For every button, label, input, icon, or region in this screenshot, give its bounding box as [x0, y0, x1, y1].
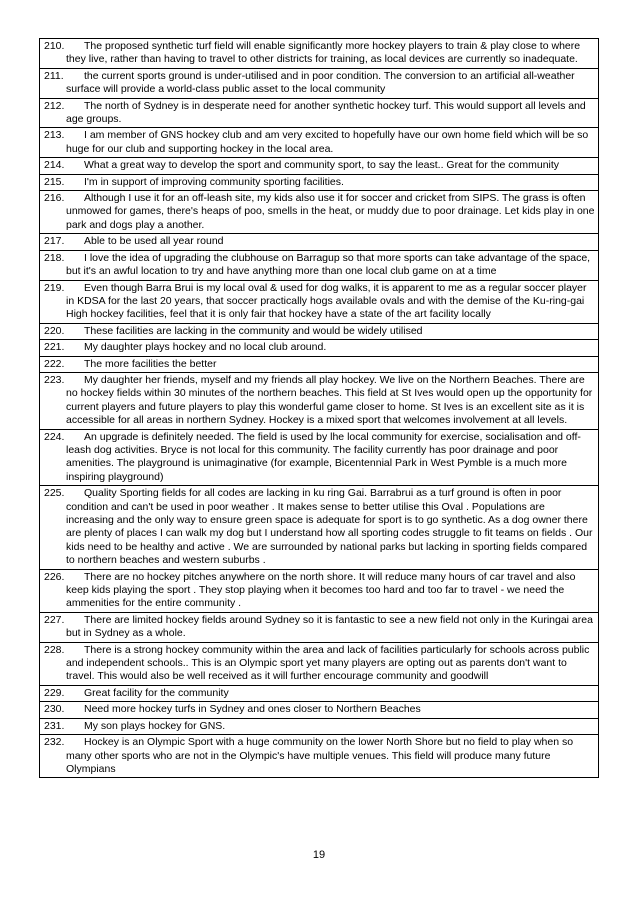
entry-cell: [40, 642, 599, 685]
entry-number: 229.: [44, 686, 65, 699]
entry-text: Hockey is an Olympic Sport with a huge community on the lower North Shore but no field to play when so many other sports who are not in the Olympic's have multiple venues. This field will produce many future Olympians: [66, 736, 574, 775]
entry-cell: [40, 372, 599, 429]
entry-cell: [40, 612, 599, 642]
entry-text: An upgrade is definitely needed. The field is used by lhe local community for exercise, socialisation and off-leash dog activities. Bryce is not local for this community. The facility currently has poor drainage and poor amenities. The playground is unimaginative (for example, Bicentennial Park in West Pymble is a much more inspiring playground): [66, 430, 581, 483]
entry-text: The north of Sydney is in desperate need for another synthetic hockey turf. This would support all levels and age groups.: [66, 99, 586, 126]
entry-cell: [40, 702, 599, 718]
entry-text: Quality Sporting fields for all codes are lacking in ku ring Gai. Barrabrui as a turf ground is often in poor condition and can't be used in poor weather . It makes sense to better utilise this Oval . Populations are increasing and the only way to ensure green space is adequate for sport is to go synthetic. As a dog owner there are plenty of places I can walk my dog but I understand how all sporting codes struggle to fit teams on fields . Our kids need to be healthy and active . We are surrounded by national parks but lacking in sporting fields compared to northern beaches and western suburbs .: [66, 487, 593, 567]
entry-cell: [40, 234, 599, 250]
table-row: [40, 718, 599, 734]
entry: [44, 571, 595, 611]
entry-number: 223.: [44, 373, 65, 386]
entry: [44, 129, 595, 156]
entry-text: the current sports ground is under-utilised and in poor condition. The conversion to an artificial all-weather surface will provide a world-class public asset to the local community: [66, 69, 575, 96]
table-row: [40, 735, 599, 778]
entry-number: 210.: [44, 40, 65, 52]
entry: [44, 687, 595, 700]
entry-text: Even though Barra Brui is my local oval & used for dog walks, it is apparent to me as a regular soccer player in KDSA for the last 20 years, that soccer practically hogs available ovals and with the demise of the Ku-ring-gai High hockey facilities, feel that it is only fair that hockey have a state of the art facility locally: [66, 281, 587, 321]
entry-number: 226.: [44, 570, 65, 583]
entry-text: Great facility for the community: [84, 686, 229, 699]
entry-text: The more facilities the better: [84, 357, 217, 370]
entry-cell: [40, 174, 599, 190]
table-row: [40, 234, 599, 250]
entry: [44, 341, 595, 354]
entry: [44, 252, 595, 279]
table-row: [40, 356, 599, 372]
table-row: [40, 191, 599, 234]
entry-text: I love the idea of upgrading the clubhouse on Barragup so that more sports can take advantage of the space, but it's an awful location to try and have anything more than one local club game on at a time: [66, 251, 591, 278]
table-row: [40, 569, 599, 612]
entry-text: There is a strong hockey community within the area and lack of facilities particularly for schools across public and independent schools.. This is an Olympic sport yet many players are opting out as parents don't want to travel. This would also be well received as it will further encourage community and goodwill: [66, 643, 590, 683]
entry-number: 218.: [44, 251, 65, 264]
table-row: [40, 612, 599, 642]
entry: [44, 374, 595, 428]
entry-cell: [40, 429, 599, 486]
entry-text: There are limited hockey fields around Sydney so it is fantastic to see a new field not only in the Kuringai area but in Sydney as a whole.: [66, 613, 593, 640]
entry: [44, 703, 595, 716]
submissions-table: [39, 38, 599, 778]
entry-text: My daughter her friends, myself and my friends all play hockey. We live on the Northern Beaches. There are no hockey fields within 30 minutes of the northern beaches. This field at St Ives would open up the opportunity for current players and future players to play this wonderful game closer to home. St Ives is an excellent site as it is accessible for all areas in northern Sydney. Hockey is a mixed sport that welcomes involvement at all levels.: [66, 373, 593, 427]
entry: [44, 235, 595, 248]
entry: [44, 720, 595, 733]
entry: [44, 431, 595, 485]
entry: [44, 325, 595, 338]
entry: [44, 736, 595, 776]
entry: [44, 614, 595, 641]
page-number: 19: [312, 849, 326, 861]
entry: [44, 192, 595, 232]
entry-number: 224.: [44, 430, 65, 443]
entry: [44, 159, 595, 172]
table-row: [40, 685, 599, 701]
table-row: [40, 702, 599, 718]
entry-text: Although I use it for an off-leash site, my kids also use it for soccer and cricket from SIPS. The grass is often unmowed for games, there's heaps of poo, smells in the heat, or muddy due to poor drainage. Let kids play in one park and dogs play a another.: [66, 192, 595, 231]
entry: [44, 176, 595, 189]
entry: [44, 487, 595, 567]
table-row: [40, 250, 599, 280]
document-page: [39, 38, 599, 778]
table-row: [40, 68, 599, 98]
entry-number: 212.: [44, 99, 65, 112]
entry-number: 215.: [44, 175, 65, 188]
table-row: [40, 429, 599, 486]
entry-number: 220.: [44, 324, 65, 337]
entry-cell: [40, 280, 599, 323]
entry-cell: [40, 39, 599, 69]
entry: [44, 282, 595, 322]
entry-number: 228.: [44, 643, 65, 656]
entry-text: There are no hockey pitches anywhere on the north shore. It will reduce many hours of car travel and also keep kids playing the sport . They stop playing when it becomes too hard and too far to travel - we need the ammenities for the entire community .: [66, 570, 576, 610]
entry-text: I am member of GNS hockey club and am very excited to hopefully have our own home field which will be so huge for our club and supporting hockey in the local area.: [66, 129, 589, 155]
entry-cell: [40, 128, 599, 158]
table-row: [40, 280, 599, 323]
submissions-table-body: [40, 39, 599, 778]
entry-cell: [40, 340, 599, 356]
entry-cell: [40, 191, 599, 234]
entry-text: The proposed synthetic turf field will enable significantly more hockey players to train & play close to where they live, rather than having to travel to other districts for training, as local devices are currently so inadequate.: [66, 40, 581, 66]
table-row: [40, 372, 599, 429]
table-row: [40, 642, 599, 685]
entry-cell: [40, 718, 599, 734]
entry-text: What a great way to develop the sport and community sport, to say the least.. Great for the community: [84, 159, 560, 172]
entry: [44, 100, 595, 127]
table-row: [40, 39, 599, 69]
table-row: [40, 158, 599, 174]
entry-number: 219.: [44, 281, 65, 294]
entry-number: 230.: [44, 703, 65, 716]
entry-cell: [40, 569, 599, 612]
entry-cell: [40, 486, 599, 569]
entry-cell: [40, 356, 599, 372]
entry-text: These facilities are lacking in the community and would be widely utilised: [84, 324, 423, 337]
entry-cell: [40, 250, 599, 280]
entry-number: 227.: [44, 613, 65, 626]
entry-text: My son plays hockey for GNS.: [84, 719, 226, 732]
entry: [44, 40, 595, 67]
entry-cell: [40, 68, 599, 98]
entry-number: 221.: [44, 341, 65, 354]
entry-number: 213.: [44, 129, 65, 142]
entry-number: 217.: [44, 235, 65, 248]
entry-cell: [40, 685, 599, 701]
entry-text: Need more hockey turfs in Sydney and ones closer to Northern Beaches: [84, 703, 421, 716]
entry-cell: [40, 323, 599, 339]
table-row: [40, 98, 599, 128]
entry-text: I'm in support of improving community sporting facilities.: [84, 175, 344, 188]
entry-number: 214.: [44, 159, 65, 172]
table-row: [40, 174, 599, 190]
entry-cell: [40, 158, 599, 174]
entry-number: 211.: [44, 69, 64, 82]
entry-text: Able to be used all year round: [84, 235, 224, 248]
entry-text: My daughter plays hockey and no local club around.: [84, 341, 327, 354]
table-row: [40, 323, 599, 339]
entry-number: 222.: [44, 357, 65, 370]
entry: [44, 644, 595, 684]
entry-number: 231.: [44, 719, 65, 732]
entry-cell: [40, 735, 599, 778]
table-row: [40, 340, 599, 356]
entry: [44, 358, 595, 371]
table-row: [40, 486, 599, 569]
entry-number: 216.: [44, 192, 65, 205]
entry-cell: [40, 98, 599, 128]
table-row: [40, 128, 599, 158]
entry-number: 225.: [44, 487, 65, 500]
entry-number: 232.: [44, 736, 65, 749]
entry: [44, 70, 595, 97]
